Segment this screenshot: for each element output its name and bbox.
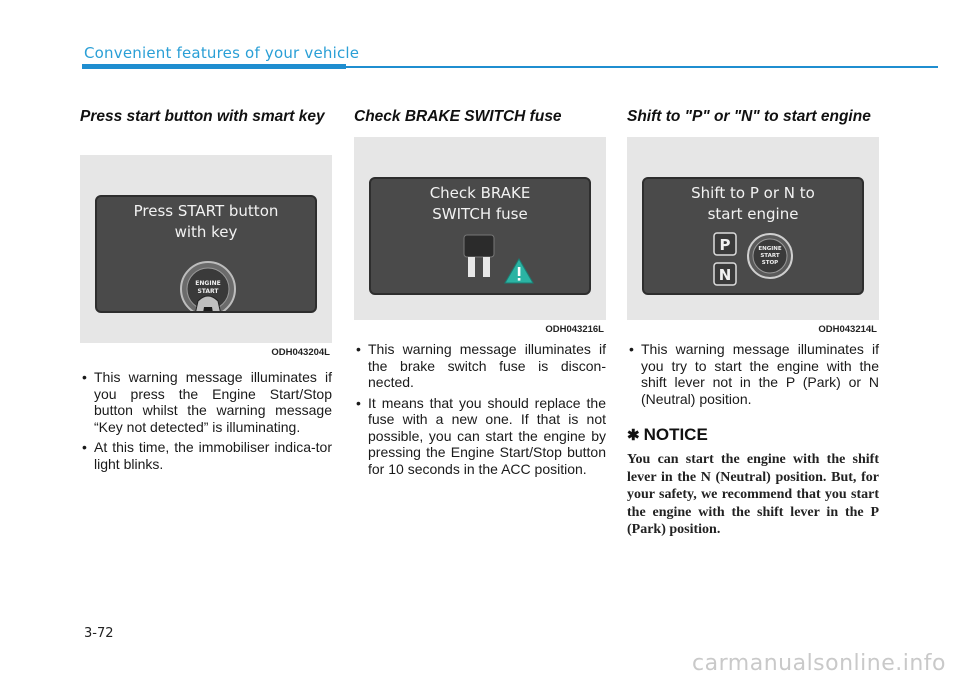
header-accent-bar (82, 64, 346, 69)
cluster-display (369, 177, 591, 295)
fuse-warning-icon (456, 231, 536, 295)
display-line: Shift to P or N to (691, 184, 815, 202)
figure-code: ODH043214L (818, 324, 877, 335)
svg-text:STOP: STOP (761, 260, 779, 266)
svg-text:ENGINE: ENGINE (758, 246, 782, 252)
figure-code: ODH043204L (271, 347, 330, 358)
bullet-item: • This warning message illuminates if the brake switch fuse is discon-nected. (354, 341, 606, 391)
section-heading: Press start button with smart key (80, 108, 325, 125)
header-rule (346, 66, 938, 68)
display-line: Press START button (133, 202, 279, 220)
figure-code: ODH043216L (545, 324, 604, 335)
watermark: carmanualsonline.info (692, 651, 946, 676)
gear-n-label: N (718, 266, 732, 284)
notice-label: NOTICE (643, 425, 708, 444)
page-number: 3-72 (84, 626, 114, 641)
section-check-brake-switch (354, 108, 606, 481)
display-line: with key (174, 223, 238, 241)
cluster-display (95, 195, 317, 313)
section-press-start (80, 108, 332, 476)
bullet-item: • This warning message illuminates if you try to start the engine with the shift lever not in the P (Park) or N (Neutral) position. (627, 341, 879, 407)
section-heading: Check BRAKE SWITCH fuse (354, 108, 562, 125)
svg-text:START: START (197, 288, 219, 295)
display-line: start engine (707, 205, 799, 223)
notice-title (627, 425, 879, 445)
gear-p-label: P (719, 236, 731, 254)
bullet-item: • It means that you should replace the fuse with a new one. If that is not possible, you can start the engine by pressing the Engine Start/Stop button for 10 seconds in the ACC position. (354, 395, 606, 478)
svg-text:ENGINE: ENGINE (195, 280, 221, 287)
cluster-display (642, 177, 864, 295)
notice-icon: ✱ (627, 427, 640, 444)
display-line: Check BRAKE (429, 184, 531, 202)
figure-shift-p-n (627, 137, 879, 335)
section-header-title: Convenient features of your vehicle (84, 44, 360, 62)
display-line: SWITCH fuse (432, 205, 528, 223)
section-shift-to-p-or-n (627, 108, 879, 539)
bullet-list (80, 369, 332, 472)
figure-brake-switch (354, 137, 606, 335)
section-heading: Shift to "P" or "N" to start engine (627, 108, 871, 125)
gear-and-start-button-icon (710, 229, 800, 295)
svg-text:START: START (760, 253, 780, 259)
figure-press-start (80, 155, 332, 358)
notice-body: You can start the engine with the shift lever in the N (Neutral) position. But, for your safety, we recommend that you start the engine with the shift lever in the P (Park) position. (627, 452, 879, 537)
bullet-item: • This warning message illuminates if you press the Engine Start/Stop button whilst the warning message “Key not detected” is illuminating. (80, 369, 332, 435)
bullet-list (627, 341, 879, 407)
engine-start-button-icon (168, 249, 248, 313)
bullet-list (354, 341, 606, 477)
bullet-item: • At this time, the immobiliser indica-tor light blinks. (80, 439, 332, 472)
